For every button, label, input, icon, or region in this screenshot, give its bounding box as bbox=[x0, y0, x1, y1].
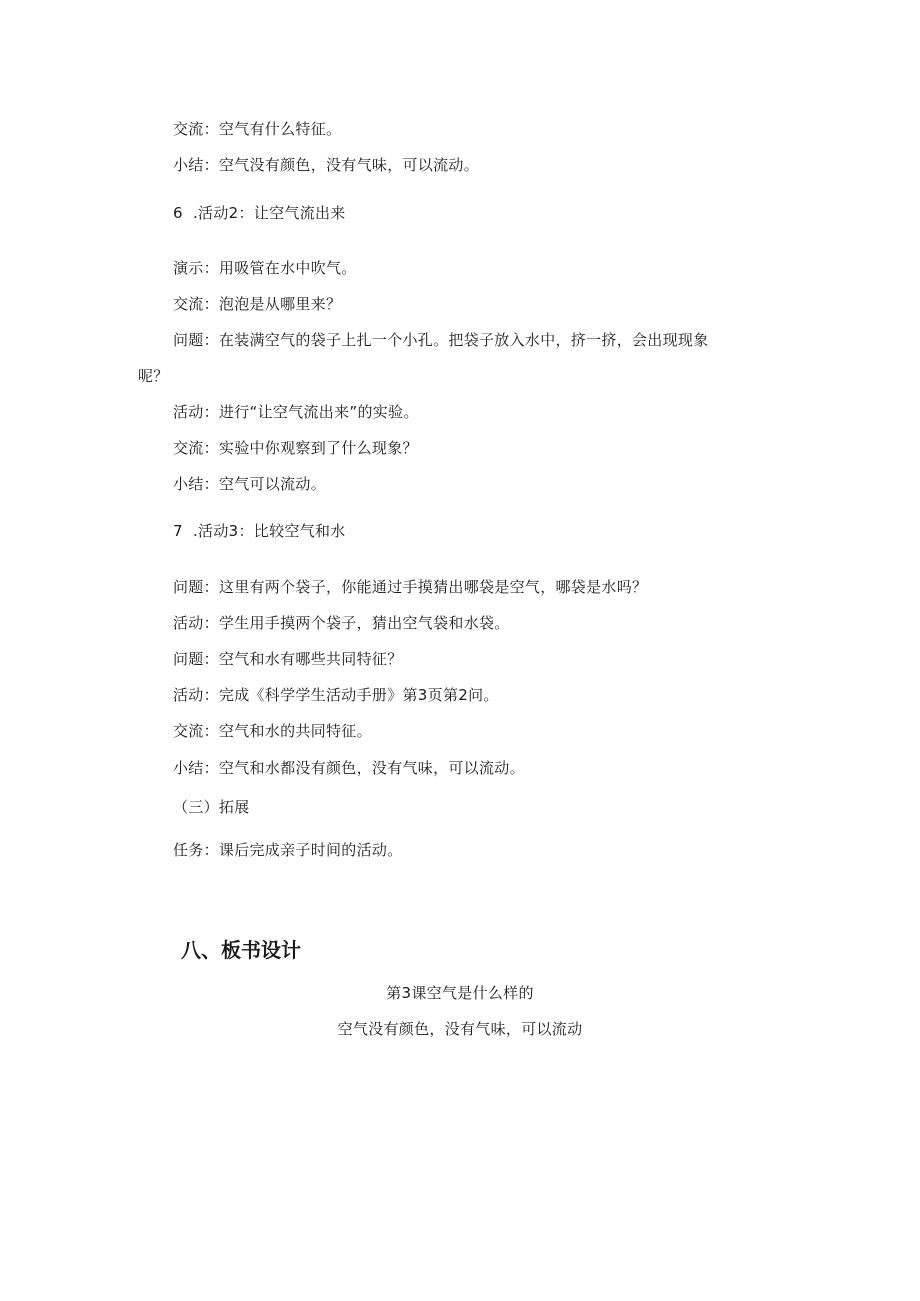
text-line: 问题：空气和水有哪些共同特征？ bbox=[173, 650, 403, 668]
text-line: 呢？ bbox=[138, 367, 169, 385]
text-line: 小结：空气没有颜色，没有气味，可以流动。 bbox=[173, 156, 480, 174]
step-heading: 6 .活动2：让空气流出来 bbox=[173, 204, 346, 222]
board-title: 第3课空气是什么样的 bbox=[386, 984, 534, 1002]
text-line: 交流：泡泡是从哪里来？ bbox=[173, 295, 342, 313]
text-line: 演示：用吸管在水中吹气。 bbox=[173, 259, 357, 277]
text-line: 任务：课后完成亲子时间的活动。 bbox=[173, 841, 403, 859]
section-heading: 八、板书设计 bbox=[181, 938, 301, 962]
step-heading: 7 .活动3：比较空气和水 bbox=[173, 522, 346, 540]
text-line: 小结：空气和水都没有颜色，没有气味，可以流动。 bbox=[173, 759, 525, 777]
text-line: 小结：空气可以流动。 bbox=[173, 475, 327, 493]
text-line: 活动：完成《科学学生活动手册》第3页第2问。 bbox=[173, 686, 499, 704]
text-line: 问题：这里有两个袋子，你能通过手摸猜出哪袋是空气，哪袋是水吗？ bbox=[173, 578, 648, 596]
text-line: 交流：空气有什么特征。 bbox=[173, 120, 342, 138]
text-line: 活动：学生用手摸两个袋子，猜出空气袋和水袋。 bbox=[173, 614, 510, 632]
text-line: 问题：在装满空气的袋子上扎一个小孔。把袋子放入水中，挤一挤，会出现现象 bbox=[173, 331, 709, 349]
text-line: 交流：空气和水的共同特征。 bbox=[173, 722, 372, 740]
subsection-heading: （三）拓展 bbox=[173, 798, 250, 816]
text-line: 交流：实验中你观察到了什么现象？ bbox=[173, 439, 418, 457]
board-content: 空气没有颜色，没有气味，可以流动 bbox=[337, 1020, 583, 1038]
text-line: 活动：进行“让空气流出来”的实验。 bbox=[173, 403, 419, 421]
